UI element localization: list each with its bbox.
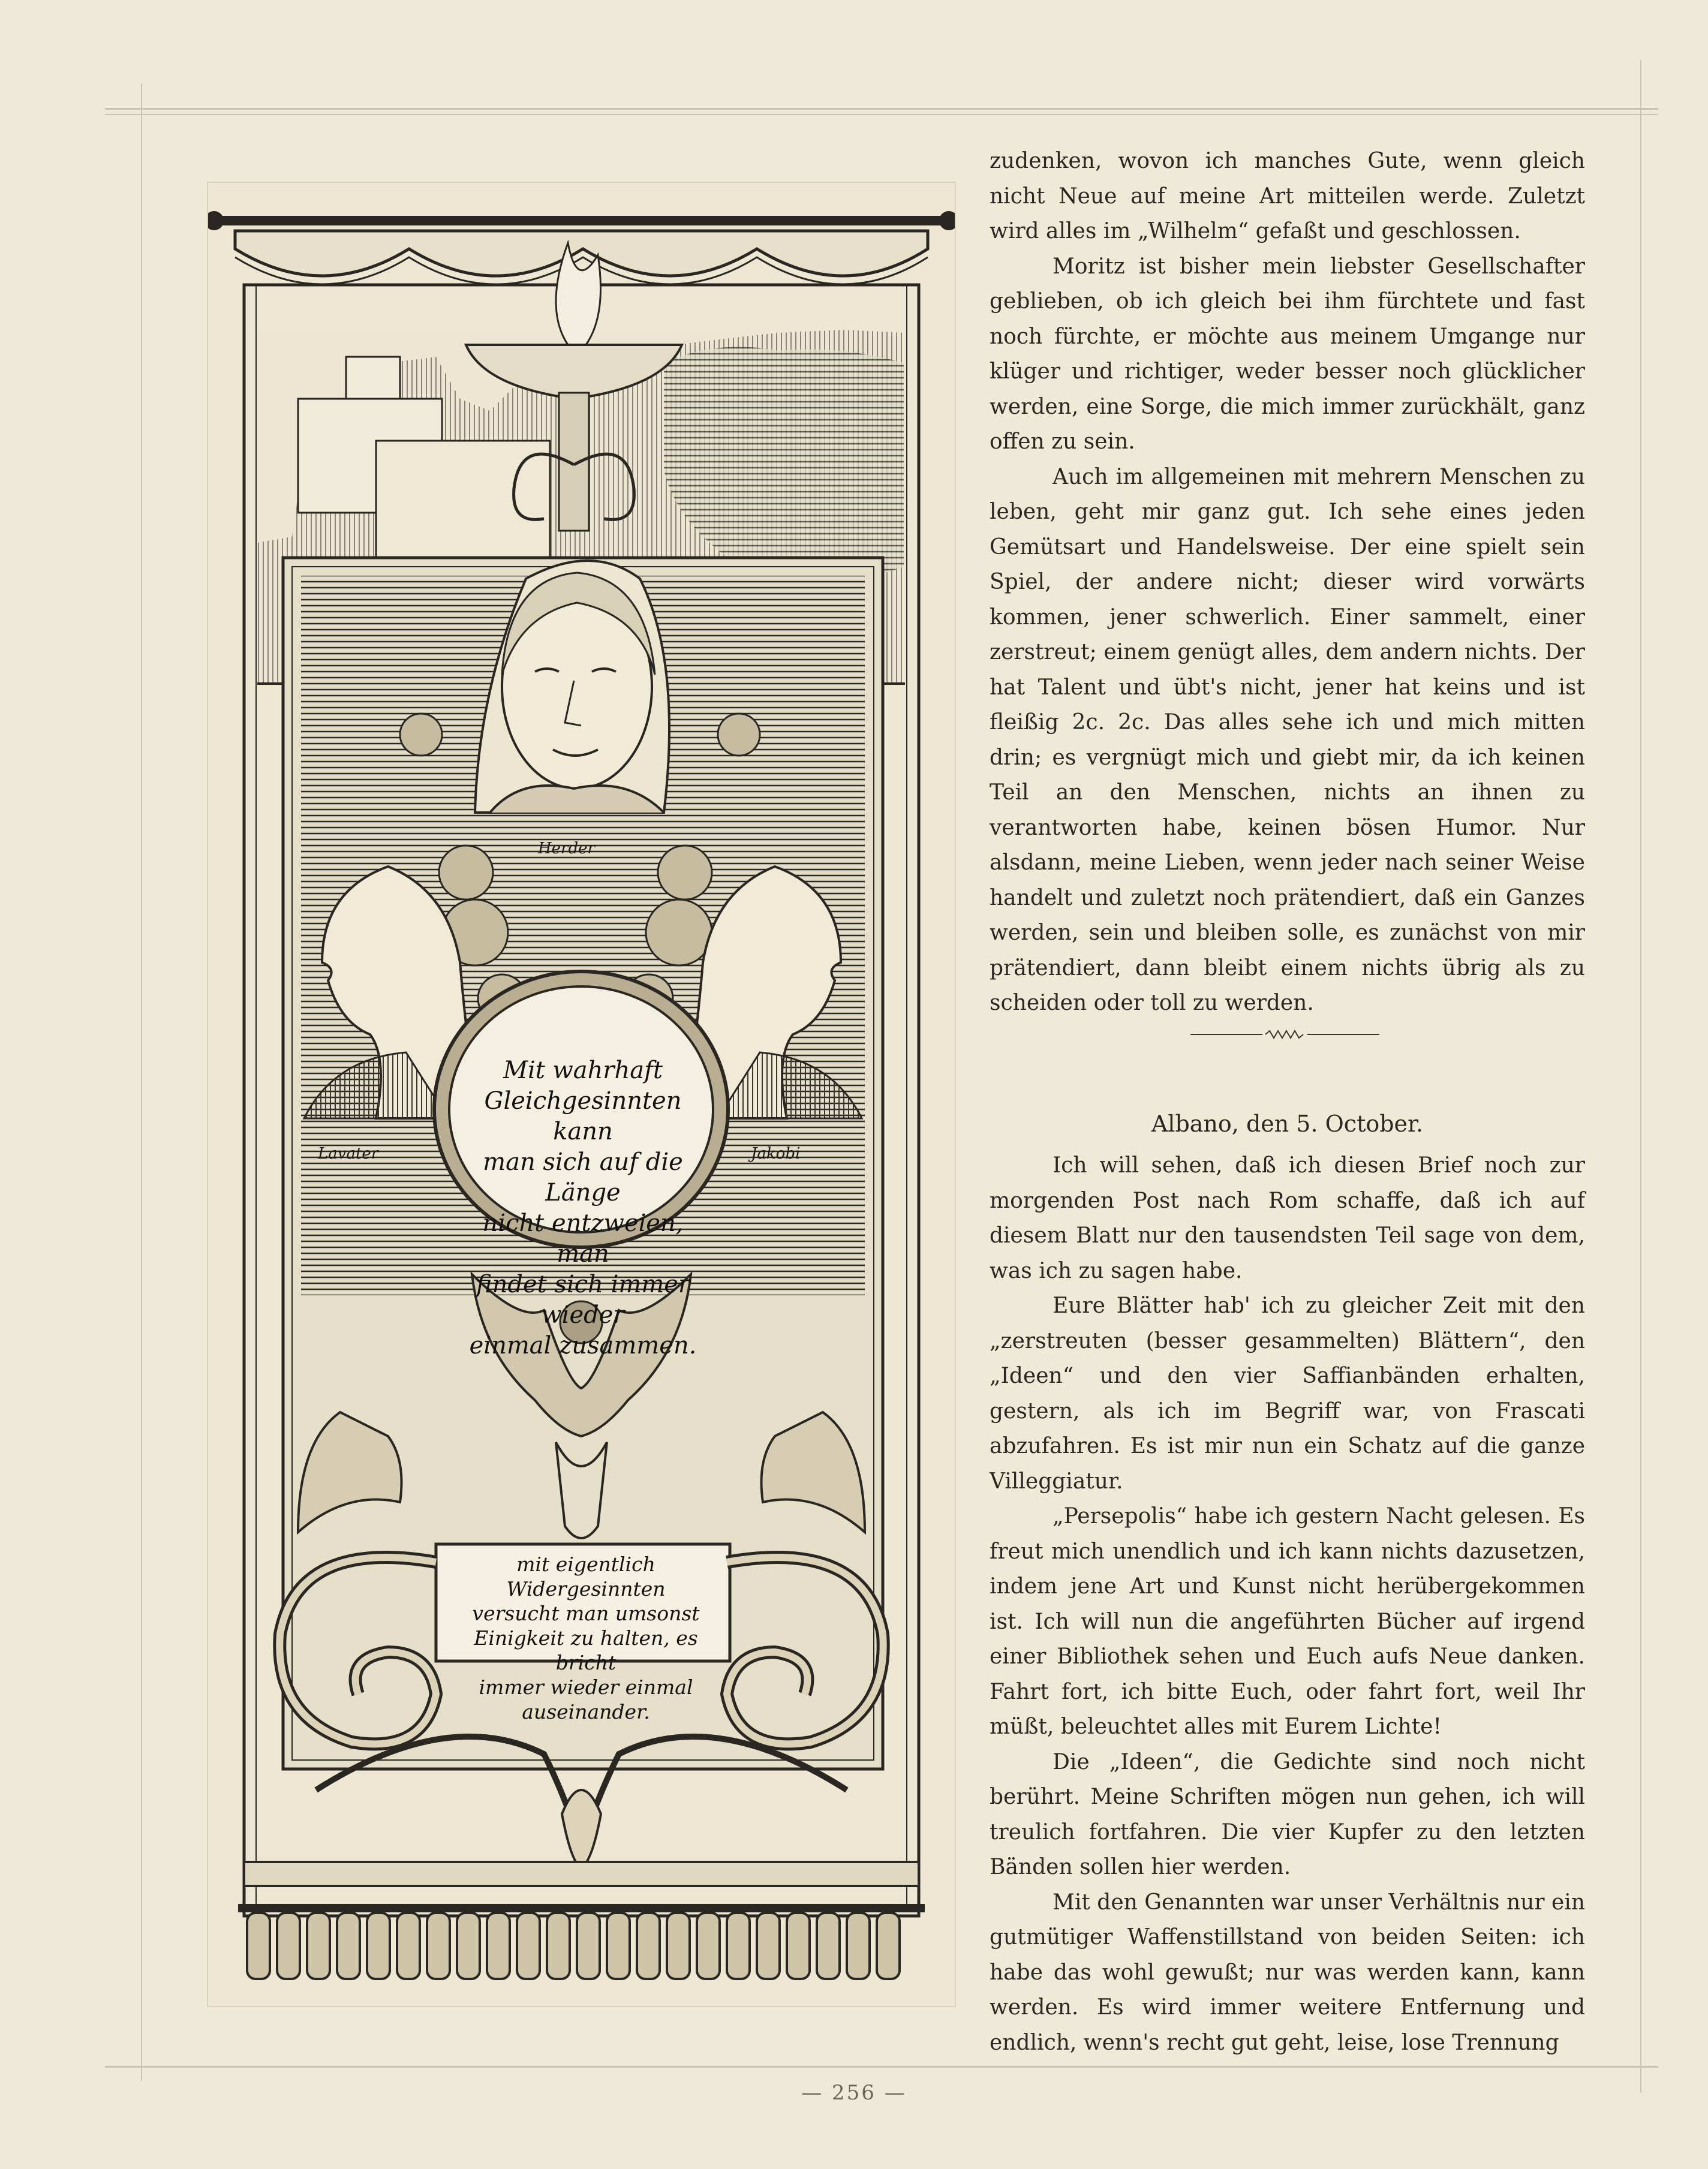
text-column-top [990, 144, 1585, 1021]
frame-top-line-2 [105, 114, 1658, 115]
portrait-label-left: Lavater [318, 1145, 379, 1163]
section-divider [1190, 1028, 1379, 1040]
paragraph: Die „Ideen“, die Gedichte sind noch nicht berührt. Meine Schriften mögen nun gehen, ich will treulich fortfahren. Die vier Kupfer zu den letzten Bänden sollen hier werden. [990, 1749, 1585, 1879]
letter-heading: Albano, den 5. October. [1151, 1111, 1424, 1137]
paragraph: Auch im allgemeinen mit mehrern Menschen zu leben, geht mir ganz gut. Ich sehe eines jeden Gemütsart und Handelsweise. Der eine spielt sein Spiel, der andere nicht; dieser wird vorwärts kommen, jener schwerlich. Einer sammelt, einer zerstreut; einem genügt alles, dem andern nichts. Der hat Talent und übt's nicht, jener hat keins und ist fleißig 2c. 2c. Das alles sehe ich und mich mitten drin; es vergnügt mich und giebt mir, da ich keinen Teil an den Menschen, nichts an ihnen zu verantworten habe, keinen bösen Humor. Nur alsdann, meine Lieben, wenn jeder nach seiner Weise handelt und zuletzt noch prätendiert, daß ein Ganzes werden, sein und bleiben solle, es zunächst von mir prätendiert, dann bleibt einem nichts übrig als zu scheiden oder toll zu werden. [990, 464, 1585, 1015]
frame-left-line [141, 84, 142, 2081]
portrait-label-center: Herder [538, 840, 595, 858]
plaque-motto-text: mit eigentlich Widergesinnten versucht man umsonst Einigkeit zu halten, es bricht immer wieder einmal auseinander. [472, 1553, 700, 1723]
paragraph: Ich will sehen, daß ich diesen Brief noch zur morgenden Post nach Rom schaffe, daß ich auf diesem Blatt nur den tausendsten Teil sage von dem, was ich zu sagen habe. [990, 1153, 1585, 1283]
paragraph: Eure Blätter hab' ich zu gleicher Zeit mit den „zerstreuten (besser gesammelten) Blättern“, den „Ideen“ und den vier Saffianbänden erhalten, gestern, als ich im Begriff war, von Frascati abzufahren. Es ist mir nun ein Schatz auf die ganze Villeggiatur. [990, 1293, 1585, 1494]
portrait-label-right: Jakobi [751, 1145, 801, 1163]
frame-top-line [105, 108, 1658, 110]
frame-right-line [1640, 60, 1641, 2093]
paragraph: Mit den Genannten war unser Verhältnis nur ein gutmütiger Waffenstillstand von beiden Seiten: ich habe das wohl gewußt; nur was werden kann, kann werden. Es wird immer weitere Entfernung und endlich, wenn's recht gut geht, leise, lose Trennung [990, 1890, 1585, 2055]
oval-motto-text: Mit wahrhaft Gleichgesinnten kann man sich auf die Länge nicht entzweien, man findet sich immer wieder einmal zusammen. [469, 1057, 697, 1359]
illustration-plate [207, 182, 956, 2007]
paragraph: Moritz ist bisher mein liebster Gesellschafter geblieben, ob ich gleich bei ihm fürchtete und fast noch fürchte, er möchte aus meinem Umgange nur klüger und richtiger, weder besser noch glücklicher werden, eine Sorge, die mich immer zurückhält, ganz offen zu sein. [990, 254, 1585, 454]
paragraph: „Persepolis“ habe ich gestern Nacht gelesen. Es freut mich unendlich und ich kann nichts dazusetzen, indem jene Art und Kunst nicht herübergekommen ist. Ich will nun die angeführten Bücher auf irgend einer Bibliothek sehen und Euch aufs Neue danken. Fahrt fort, ich bitte Euch, oder fahrt fort, weil Ihr müßt, beleuchtet alles mit Eurem Lichte! [990, 1504, 1585, 1739]
frame-bottom-line [105, 2066, 1658, 2068]
text-column-bottom [990, 1148, 1585, 2060]
page-number: — 256 — [801, 2081, 907, 2105]
paragraph: zudenken, wovon ich manches Gute, wenn gleich nicht Neue auf meine Art mitteilen werde. Zuletzt wird alles im „Wilhelm“ gefaßt und geschlossen. [990, 149, 1585, 243]
